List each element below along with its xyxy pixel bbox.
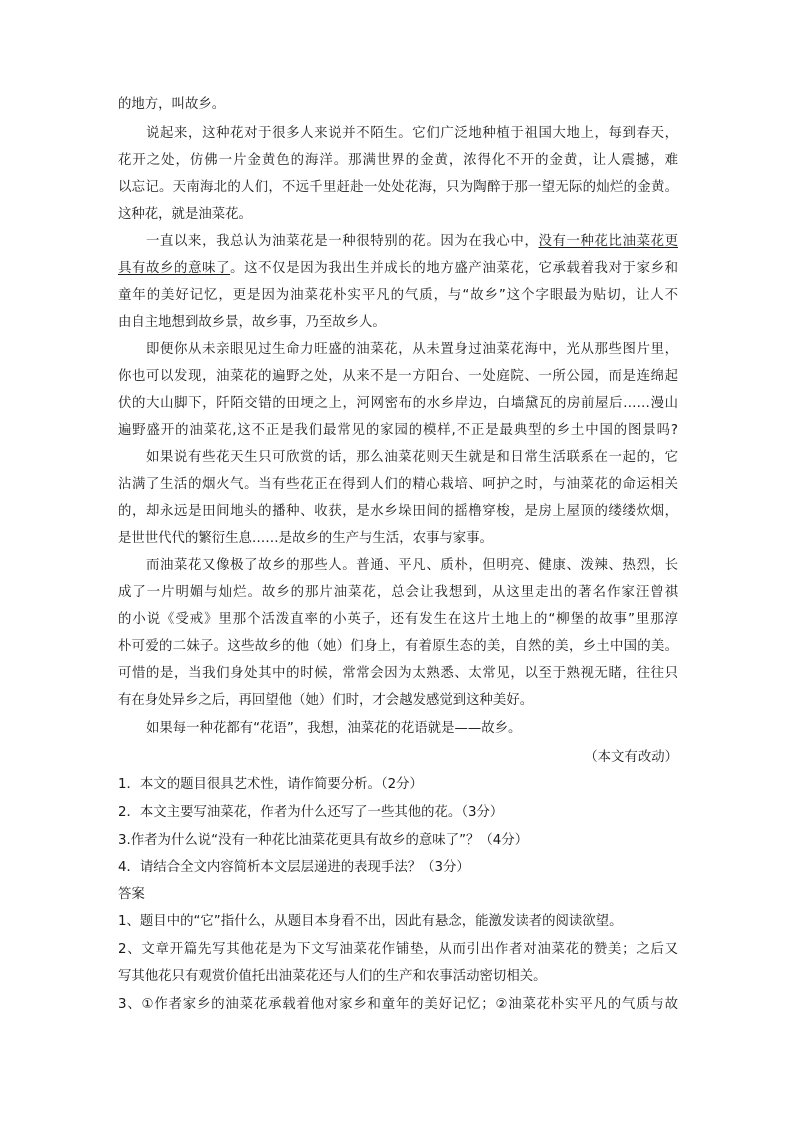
paragraph-line: 朴可爱的二妹子。这些故乡的他（她）们身上，有着原生态的美，自然的美，乡土中国的美。 [118,639,678,654]
underlined-quote: 具有故乡的意味了 [118,261,231,276]
question-1: 1．本文的题目很具艺术性，请作简要分析。（2分） [118,777,423,792]
paragraph-line: 伏的大山脚下，阡陌交错的田埂之上，河网密布的水乡岸边，白墙黛瓦的房前屋后……漫山 [118,396,678,411]
paragraph-line [118,259,678,279]
question-3: 3.作者为什么说“没有一种花比油菜花更具有故乡的意味了”？（4分） [118,833,529,848]
paragraph-line: 童年的美好记忆，更是因为油菜花朴实平凡的气质，与“故乡”这个字眼最为贴切，让人不 [118,288,678,303]
underlined-quote: 没有一种花比油菜花更 [538,234,679,249]
paragraph-line [146,232,678,252]
paragraph-line: 即便你从未亲眼见过生命力旺盛的油菜花，从未置身过油菜花海中，光从那些图片里， [146,342,678,357]
question-4: 4．请结合全文内容简析本文层层递进的表现手法？（3分） [118,860,470,875]
answers-heading: 答案 [118,887,145,902]
source-note: （本文有改动） [584,750,678,765]
paragraph-line: 如果每一种花都有“花语”，我想，油菜花的花语就是——故乡。 [146,721,522,736]
paragraph-line: 而油菜花又像极了故乡的那些人。普通、平凡、质朴，但明亮、健康、泼辣、热烈，长 [146,558,678,573]
answer-3-line: 3、①作者家乡的油菜花承载着他对家乡和童年的美好记忆；②油菜花朴实平凡的气质与故 [118,997,678,1012]
paragraph-line: 这种花，就是油菜花。 [118,207,252,222]
paragraph-line: 有在身处异乡之后，再回望他（她）们时，才会越发感觉到这种美好。 [118,693,534,708]
paragraph-line: 说起来，这种花对于很多人来说并不陌生。它们广泛地种植于祖国大地上，每到春天， [146,126,678,141]
paragraph-line: 沾满了生活的烟火气。当有些花正在得到人们的精心栽培、呵护之时，与油菜花的命运相关 [118,477,678,492]
paragraph-line: 的小说《受戒》里那个活泼直率的小英子，还有发生在这片土地上的“柳堡的故事”里那淳 [118,612,678,627]
paragraph-line: 成了一片明媚与灿烂。故乡的那片油菜花，总会让我想到，从这里走出的著名作家汪曾祺 [118,585,678,600]
paragraph-line: 可惜的是，当我们身处其中的时候，常常会因为太熟悉、太常见，以至于熟视无睹，往往只 [118,666,678,681]
paragraph-line: 由自主地想到故乡景，故乡事，乃至故乡人。 [118,315,386,330]
paragraph-line: 你也可以发现，油菜花的遍野之处，从来不是一方阳台、一处庭院、一所公园，而是连绵起 [118,369,678,384]
paragraph-line: 如果说有些花天生只可欣赏的话，那么油菜花则天生就是和日常生活联系在一起的，它 [146,450,678,465]
paragraph-line: 以忘记。天南海北的人们，不远千里赶赴一处处花海，只为陶醉于那一望无际的灿烂的金黄。 [118,180,678,195]
paragraph-text: 。这不仅是因为我出生并成长的地方盛产油菜花，它承载着我对于家乡和 [230,261,678,276]
answer-2-line: 写其他花只有观赏价值托出油菜花还与人们的生产和农事活动密切相关。 [118,969,547,984]
answer-1: 1、题目中的“它”指什么，从题目本身看不出，因此有悬念，能激发读者的阅读欲望。 [118,914,623,929]
paragraph-line: 花开之处，仿佛一片金黄色的海洋。那满世界的金黄，浓得化不开的金黄，让人震撼，难 [118,153,678,168]
paragraph-text: 一直以来，我总认为油菜花是一种很特别的花。因为在我心中， [146,234,539,249]
paragraph-line: 遍野盛开的油菜花,这不正是我们最常见的家园的模样,不正是最典型的乡土中国的图景吗? [118,423,678,438]
question-2: 2．本文主要写油菜花，作者为什么还写了一些其他的花。（3分） [118,805,504,820]
answer-2-line: 2、文章开篇先写其他花是为下文写油菜花作铺垫，从而引出作者对油菜花的赞美；之后又 [118,942,678,957]
paragraph-line: 是世世代代的繁衍生息……是故乡的生产与生活，农事与家事。 [118,531,493,546]
paragraph-line: 的，却永远是田间地头的播种、收获，是水乡垛田间的摇橹穿梭，是房上屋顶的缕缕炊烟， [118,504,678,519]
paragraph-line: 的地方，叫故乡。 [118,97,226,112]
